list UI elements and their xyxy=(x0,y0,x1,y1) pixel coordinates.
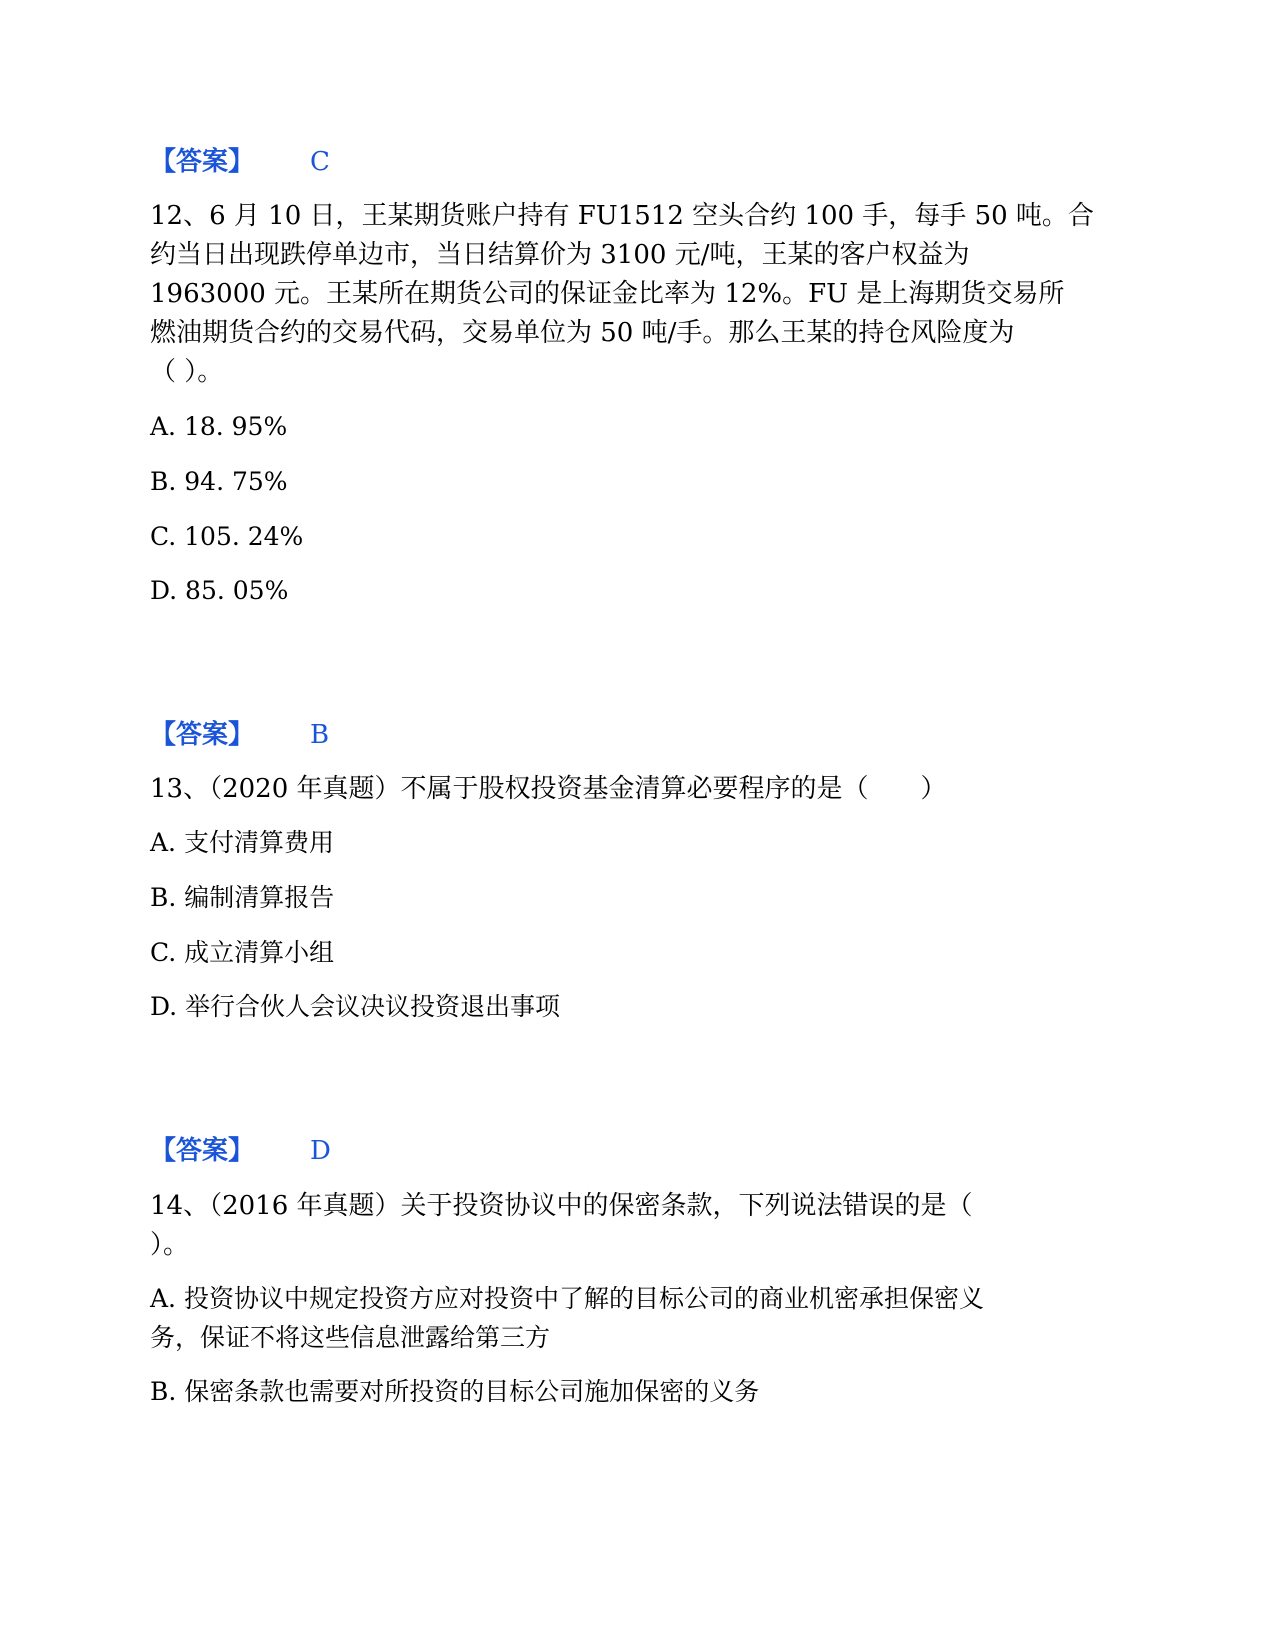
option-d: D. 举行合伙人会议决议投资退出事项 xyxy=(150,992,561,1021)
answer-value: D xyxy=(310,1136,331,1166)
option-a: A. 支付清算费用 xyxy=(150,828,334,857)
option-a-continued: 务，保证不将这些信息泄露给第三方 xyxy=(150,1323,551,1352)
question-text-line: 13、（2020 年真题）不属于股权投资基金清算必要程序的是（ ） xyxy=(150,774,947,804)
answer-label: 【答案】 xyxy=(150,720,255,750)
answer-value: B xyxy=(310,720,330,750)
question-text-line: （ ）。 xyxy=(150,357,224,387)
answer-row xyxy=(150,145,1130,179)
answer-label: 【答案】 xyxy=(150,147,255,177)
answer-value: C xyxy=(310,147,330,177)
option-c: C. 105. 24% xyxy=(150,522,304,551)
question-text-line: 12、6 月 10 日，王某期货账户持有 FU1512 空头合约 100 手，每手 50 吨。合 xyxy=(150,201,1094,231)
question-text-line: 约当日出现跌停单边市，当日结算价为 3100 元/吨，王某的客户权益为 xyxy=(150,240,970,270)
answer-row xyxy=(150,718,1130,752)
answer-row xyxy=(150,1134,1130,1168)
option-b: B. 保密条款也需要对所投资的目标公司施加保密的义务 xyxy=(150,1377,760,1406)
option-a: A. 投资协议中规定投资方应对投资中了解的目标公司的商业机密承担保密义 xyxy=(150,1284,984,1313)
answer-label: 【答案】 xyxy=(150,1136,255,1166)
question-text-line: 1963000 元。王某所在期货公司的保证金比率为 12%。FU 是上海期货交易所 xyxy=(150,279,1065,309)
question-text-line: 14、（2016 年真题）关于投资协议中的保密条款，下列说法错误的是（ xyxy=(150,1191,973,1221)
option-a: A. 18. 95% xyxy=(150,412,288,441)
option-b: B. 94. 75% xyxy=(150,467,288,496)
option-d: D. 85. 05% xyxy=(150,576,289,605)
question-text-line: ）。 xyxy=(150,1230,190,1260)
option-b: B. 编制清算报告 xyxy=(150,883,335,912)
question-text-line: 燃油期货合约的交易代码，交易单位为 50 吨/手。那么王某的持仓风险度为 xyxy=(150,318,1015,348)
option-c: C. 成立清算小组 xyxy=(150,938,335,967)
